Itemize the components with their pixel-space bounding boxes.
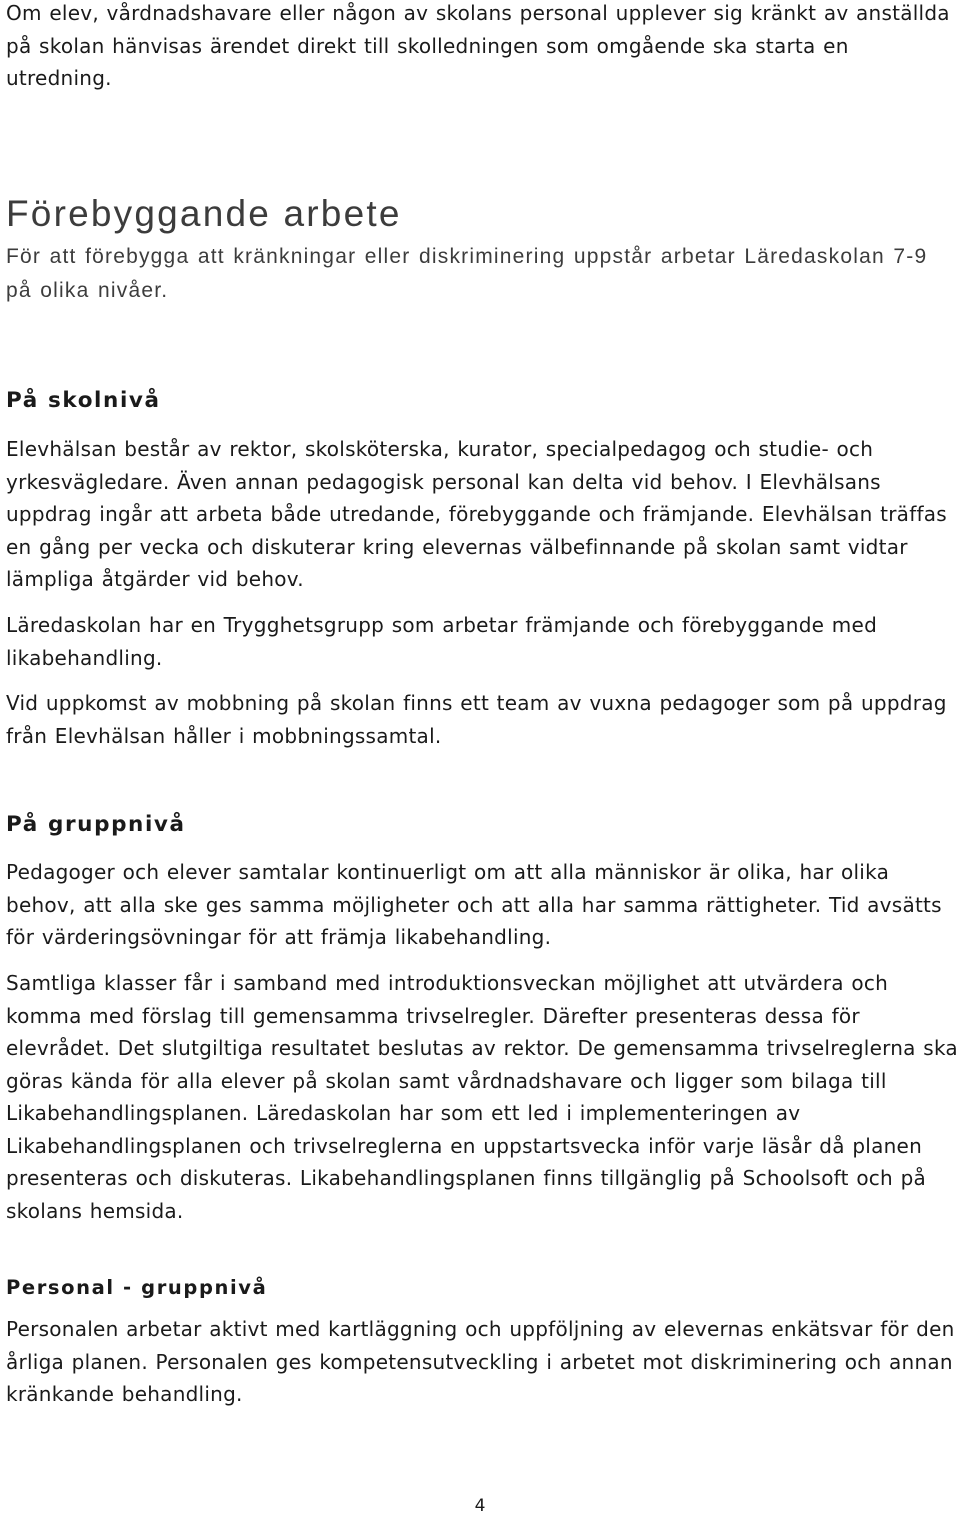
intro-paragraph: Om elev, vårdnadshavare eller någon av skolans personal upplever sig kränkt av anställda på skolan hänvisas ärendet direkt till skolledningen som omgående ska starta en utredning. (6, 1, 950, 90)
gruppniva-paragraph-2: Samtliga klasser får i samband med introduktionsveckan möjlighet att utvärdera och komma med förslag till gemensamma trivselregler. Därefter presenteras dessa för elevrådet. Det slutgiltiga resultatet beslutas av rektor. De gemensamma trivselreglerna ska göras kända för alla elever på skolan samt vårdnadshavare och ligger som bilaga till Likabehandlingsplanen. Läredaskolan har som ett led i implementeringen av Likabehandlingsplanen och trivselreglerna en uppstartsvecka inför varje läsår då planen presenteras och diskuteras. Likabehandlingsplanen finns tillgänglig på Schoolsoft och på skolans hemsida. (6, 971, 958, 1223)
heading-gruppniva: På gruppnivå (6, 812, 186, 837)
personal-paragraph: Personalen arbetar aktivt med kartläggning och uppföljning av elevernas enkätsvar för den årliga planen. Personalen ges kompetensutveckling i arbetet mot diskriminering och annan kränkande behandling. (6, 1317, 955, 1406)
section-title-forebyggande: Förebyggande arbete (6, 193, 402, 234)
skolniva-paragraph-2: Läredaskolan har en Trygghetsgrupp som arbetar främjande och förebyggande med likabehandling. (6, 613, 878, 670)
forebyggande-intro-paragraph: För att förebygga att kränkningar eller diskriminering uppstår arbetar Läredaskolan 7-9 på olika nivåer. (6, 245, 928, 302)
skolniva-paragraph-1: Elevhälsan består av rektor, skolsköterska, kurator, specialpedagog och studie- och yrkesvägledare. Även annan pedagogisk personal kan delta vid behov. I Elevhälsans uppdrag ingår att arbeta både utredande, förebyggande och främjande. Elevhälsan träffas en gång per vecka och diskuterar kring elevernas välbefinnande på skolan samt vidtar lämpliga åtgärder vid behov. (6, 437, 947, 591)
skolniva-paragraph-3: Vid uppkomst av mobbning på skolan finns ett team av vuxna pedagoger som på uppdrag från Elevhälsan håller i mobbningssamtal. (6, 691, 947, 748)
gruppniva-paragraph-1: Pedagoger och elever samtalar kontinuerligt om att alla människor är olika, har olika behov, att alla ske ges samma möjligheter och att alla har samma rättigheter. Tid avsätts för värderingsövningar för att främja likabehandling. (6, 860, 942, 949)
page-number: 4 (474, 1496, 486, 1516)
heading-skolniva: På skolnivå (6, 388, 161, 413)
heading-personal-gruppniva: Personal - gruppnivå (6, 1276, 268, 1299)
